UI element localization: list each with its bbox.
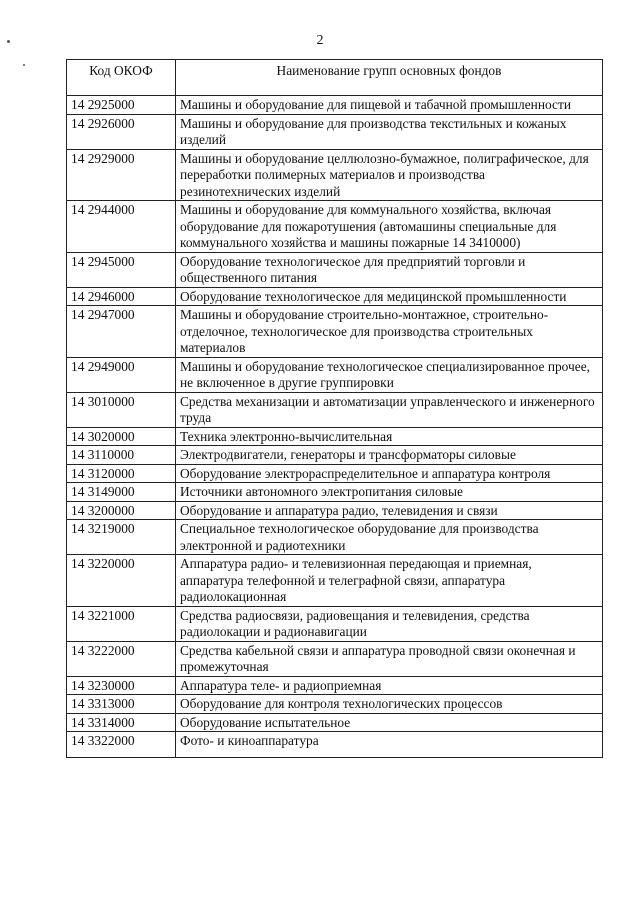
group-name: Оборудование и аппаратура радио, телевидения и связи: [176, 501, 603, 520]
scan-speck: [23, 64, 25, 66]
table-row: [67, 641, 603, 676]
okof-code: 14 3221000: [67, 606, 176, 641]
okof-code: 14 3020000: [67, 427, 176, 446]
okof-code: 14 2945000: [67, 252, 176, 287]
group-name: Оборудование технологическое для медицинской промышленности: [176, 287, 603, 306]
table-row: [67, 501, 603, 520]
table-row: [67, 483, 603, 502]
okof-code: 14 3120000: [67, 464, 176, 483]
table-row: [67, 306, 603, 358]
group-name: Аппаратура теле- и радиоприемная: [176, 676, 603, 695]
okof-code: 14 3149000: [67, 483, 176, 502]
okof-code: 14 3322000: [67, 732, 176, 758]
okof-code: 14 3200000: [67, 501, 176, 520]
group-name: Фото- и киноаппаратура: [176, 732, 603, 758]
okof-code: 14 2947000: [67, 306, 176, 358]
okof-code: 14 3222000: [67, 641, 176, 676]
group-name: Техника электронно-вычислительная: [176, 427, 603, 446]
okof-code: 14 3313000: [67, 695, 176, 714]
group-name: Оборудование для контроля технологических процессов: [176, 695, 603, 714]
group-name: Источники автономного электропитания силовые: [176, 483, 603, 502]
group-name: Машины и оборудование строительно-монтажное, строительно-отделочное, технологическое для производства строительных материалов: [176, 306, 603, 358]
table-row: [67, 392, 603, 427]
group-name: Машины и оборудование целлюлозно-бумажное, полиграфическое, для переработки полимерных материалов и производства резинотехнических изделий: [176, 149, 603, 201]
group-name: Средства кабельной связи и аппаратура проводной связи оконечная и промежуточная: [176, 641, 603, 676]
group-name: Оборудование технологическое для предприятий торговли и общественного питания: [176, 252, 603, 287]
okof-code: 14 3110000: [67, 446, 176, 465]
okof-code: 14 3314000: [67, 713, 176, 732]
okof-code: 14 2946000: [67, 287, 176, 306]
group-name: Оборудование испытательное: [176, 713, 603, 732]
table-row: [67, 606, 603, 641]
table-row: [67, 201, 603, 253]
table-row: [67, 96, 603, 115]
table-row: [67, 287, 603, 306]
okof-code: 14 3220000: [67, 555, 176, 607]
group-name: Машины и оборудование для пищевой и табачной промышленности: [176, 96, 603, 115]
table-row: [67, 464, 603, 483]
table-row: [67, 555, 603, 607]
group-name: Средства механизации и автоматизации управленческого и инженерного труда: [176, 392, 603, 427]
group-name: Специальное технологическое оборудование для производства электронной и радиотехники: [176, 520, 603, 555]
table-row: [67, 114, 603, 149]
table-row: [67, 732, 603, 758]
table-row: [67, 357, 603, 392]
okof-code: 14 2926000: [67, 114, 176, 149]
okof-code: 14 2925000: [67, 96, 176, 115]
table-row: [67, 427, 603, 446]
table-row: [67, 520, 603, 555]
table-header-row: [67, 60, 603, 96]
table-row: [67, 252, 603, 287]
group-name: Аппаратура радио- и телевизионная передающая и приемная, аппаратура телефонной и телеграфной связи, аппаратура радиолокационная: [176, 555, 603, 607]
okof-code: 14 3010000: [67, 392, 176, 427]
table-row: [67, 149, 603, 201]
okof-code: 14 3230000: [67, 676, 176, 695]
page-number: 2: [316, 33, 324, 48]
table-row: [67, 713, 603, 732]
okof-code: 14 2949000: [67, 357, 176, 392]
okof-code: 14 2929000: [67, 149, 176, 201]
group-name: Оборудование электрораспределительное и аппаратура контроля: [176, 464, 603, 483]
group-name: Средства радиосвязи, радиовещания и телевидения, средства радиолокации и радионавигации: [176, 606, 603, 641]
group-name: Машины и оборудование для коммунального хозяйства, включая оборудование для пожаротушения (автомашины специальные для коммунального хозяйства и машины пожарные 14 3410000): [176, 201, 603, 253]
okof-code: 14 2944000: [67, 201, 176, 253]
header-name: Наименование групп основных фондов: [176, 60, 603, 96]
okof-code: 14 3219000: [67, 520, 176, 555]
group-name: Электродвигатели, генераторы и трансформаторы силовые: [176, 446, 603, 465]
table-row: [67, 446, 603, 465]
table-row: [67, 676, 603, 695]
group-name: Машины и оборудование технологическое специализированное прочее, не включенное в другие группировки: [176, 357, 603, 392]
group-name: Машины и оборудование для производства текстильных и кожаных изделий: [176, 114, 603, 149]
okof-table: [66, 59, 603, 758]
table-row: [67, 695, 603, 714]
header-code: Код ОКОФ: [67, 60, 176, 96]
